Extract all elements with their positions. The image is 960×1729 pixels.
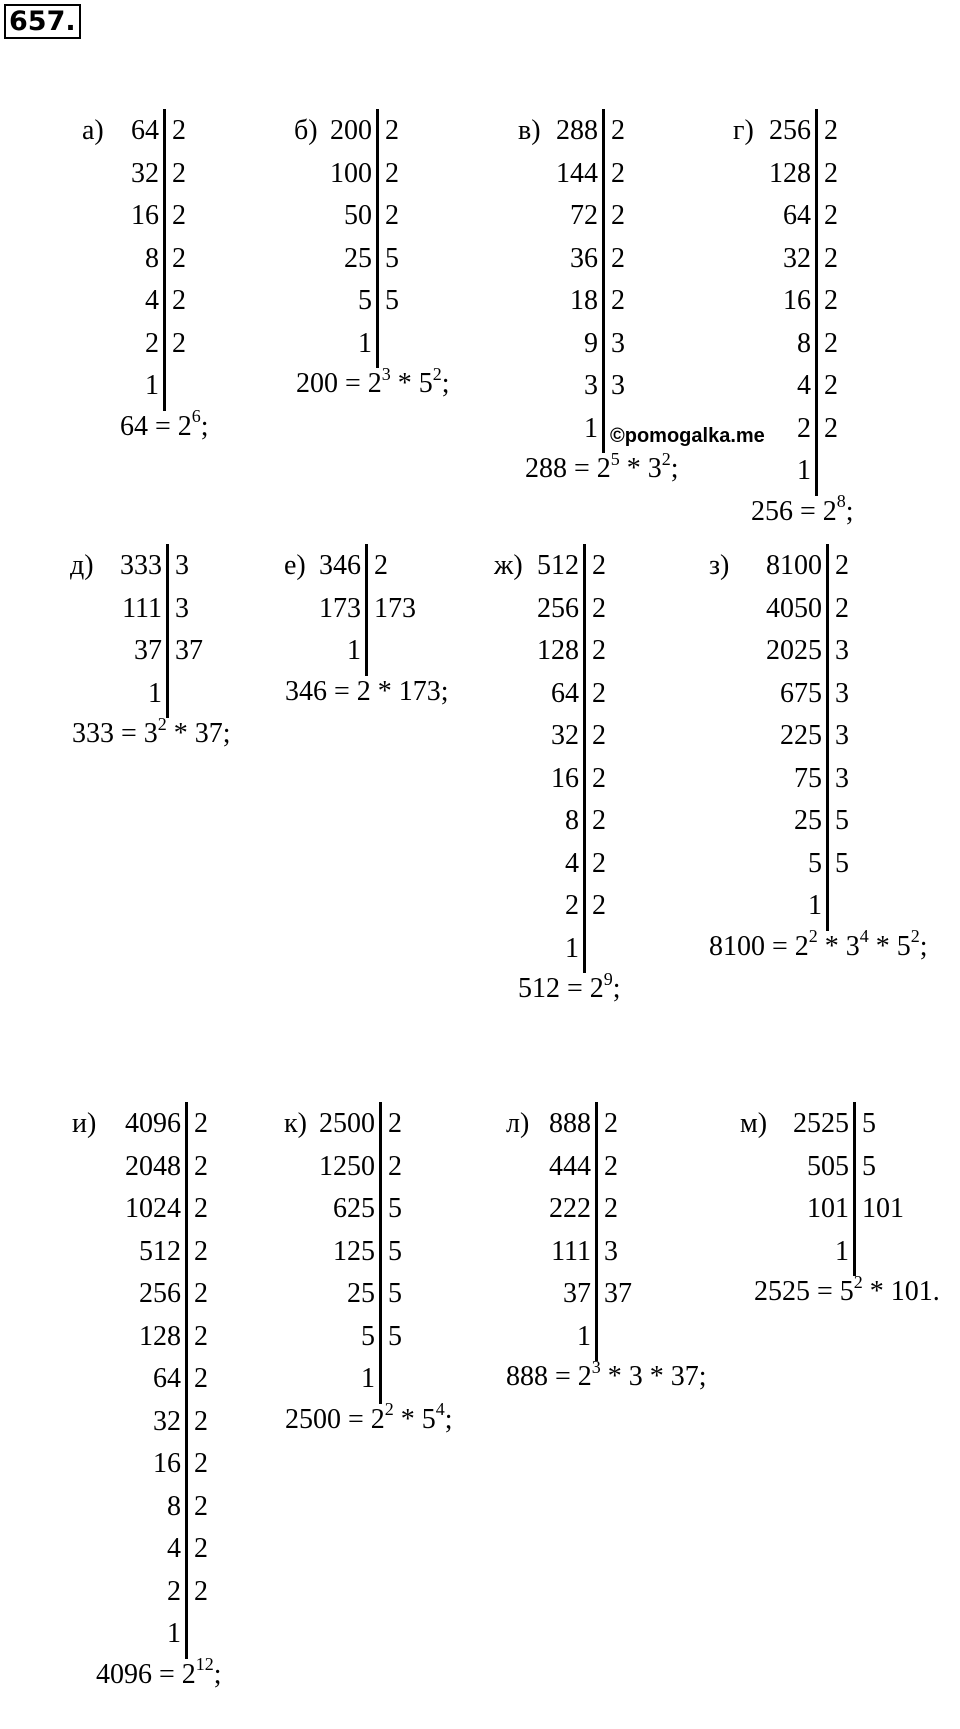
divisor: 2 — [194, 1363, 208, 1394]
result-base: 37 — [194, 718, 223, 749]
divisor: 2 — [194, 1193, 208, 1224]
item-label: к) — [284, 1108, 307, 1139]
division-line — [376, 109, 379, 368]
dividend: 444 — [549, 1150, 591, 1182]
dividend: 2025 — [766, 635, 822, 666]
dividend: 4 — [565, 847, 579, 879]
divisor: 2 — [592, 847, 606, 879]
item-label: з) — [709, 550, 730, 581]
division-line — [365, 544, 368, 676]
divisor: 2 — [194, 1405, 208, 1437]
result-base: 2 — [367, 368, 382, 399]
dividend: 8 — [565, 805, 579, 836]
factorization-result: 346 = 2 * 173; — [285, 675, 449, 707]
dividend: 3 — [584, 370, 598, 401]
divisor: 2 — [824, 115, 838, 146]
dividend: 8100 — [766, 550, 822, 581]
dividend: 1 — [145, 370, 159, 401]
dividend: 512 — [139, 1235, 181, 1267]
dividend: 4 — [145, 285, 159, 316]
dividend: 32 — [551, 720, 579, 751]
result-exponent: 2 — [157, 713, 167, 734]
result-base: 5 — [418, 368, 433, 399]
dividend: 18 — [570, 285, 598, 316]
divisor: 5 — [385, 285, 399, 316]
result-base: 5 — [421, 1403, 436, 1435]
result-exponent: 2 — [808, 926, 818, 947]
divisor: 2 — [172, 157, 186, 189]
division-line — [602, 109, 605, 453]
dividend: 64 — [153, 1363, 181, 1394]
factorization-result: $2500 = 2^2 * 5^4$; — [285, 1399, 453, 1435]
result-number: 2525 — [754, 1276, 810, 1307]
factorization-result: $8100 = 2^2 * 3^4 * 5^2$; — [709, 926, 928, 962]
divisor: 2 — [194, 1278, 208, 1309]
divisor: 2 — [194, 1235, 208, 1267]
dividend: 1 — [347, 635, 361, 666]
division-line — [595, 1102, 598, 1361]
dividend: 5 — [361, 1320, 375, 1352]
dividend: 200 — [330, 115, 372, 146]
divisor: 37 — [604, 1278, 632, 1309]
result-exponent: 2 — [384, 1399, 394, 1420]
divisor: 2 — [388, 1150, 402, 1182]
dividend: 333 — [120, 550, 162, 581]
divisor: 2 — [835, 592, 849, 624]
dividend: 36 — [570, 242, 598, 274]
division-line — [815, 109, 818, 496]
factorization-result: $2525 = 5^2 * 101$. — [754, 1271, 940, 1307]
divisor: 2 — [824, 327, 838, 359]
divisor: 2 — [194, 1320, 208, 1352]
item-label: в) — [518, 115, 541, 146]
divisor: 2 — [194, 1448, 208, 1479]
dividend: 128 — [769, 157, 811, 189]
dividend: 32 — [131, 157, 159, 189]
divisor: 2 — [835, 550, 849, 581]
item-label: и) — [72, 1108, 97, 1139]
dividend: 505 — [807, 1150, 849, 1182]
item-label: г) — [733, 115, 754, 146]
result-number: 333 — [72, 718, 114, 749]
dividend: 111 — [551, 1235, 591, 1267]
dividend: 1 — [577, 1320, 591, 1352]
result-base: 3 — [647, 453, 662, 484]
divisor: 2 — [604, 1108, 618, 1139]
dividend: 16 — [131, 200, 159, 231]
divisor: 3 — [611, 327, 625, 359]
divisor: 2 — [592, 635, 606, 666]
factorization-result: $333 = 3^2 * 37$; — [72, 713, 231, 749]
dividend: 8 — [145, 242, 159, 274]
result-end: ; — [440, 675, 449, 707]
result-exponent: 3 — [381, 363, 391, 384]
divisor: 3 — [175, 592, 189, 624]
result-number: 200 — [296, 368, 338, 399]
result-base: 5 — [839, 1276, 854, 1307]
result-number: 512 — [518, 973, 560, 1004]
dividend: 1 — [361, 1363, 375, 1394]
divisor: 2 — [194, 1490, 208, 1522]
divisor: 5 — [388, 1235, 402, 1267]
dividend: 1 — [808, 890, 822, 921]
result-exponent: 9 — [603, 968, 613, 989]
dividend: 1 — [584, 412, 598, 444]
result-base: 101 — [890, 1276, 933, 1307]
dividend: 75 — [794, 762, 822, 794]
dividend: 512 — [537, 550, 579, 581]
dividend: 173 — [319, 592, 361, 624]
result-exponent: 2 — [853, 1271, 863, 1292]
result-base: 37 — [670, 1361, 699, 1392]
division-line — [185, 1102, 188, 1659]
divisor: 2 — [611, 115, 625, 146]
dividend: 25 — [347, 1278, 375, 1309]
divisor: 3 — [604, 1235, 618, 1267]
dividend: 111 — [122, 592, 162, 624]
result-end: ; — [612, 973, 621, 1004]
divisor: 3 — [175, 550, 189, 581]
factorization-result: $4096 = 2^{12}$; — [96, 1654, 222, 1690]
divisor: 5 — [862, 1150, 876, 1182]
result-base: 2 — [822, 495, 837, 527]
result-number: 8100 — [709, 930, 765, 962]
divisor: 2 — [172, 327, 186, 359]
divisor: 173 — [374, 592, 416, 624]
divisor: 2 — [824, 370, 838, 401]
divisor: 5 — [388, 1278, 402, 1309]
result-number: 256 — [751, 495, 793, 527]
dividend: 128 — [139, 1320, 181, 1352]
dividend: 100 — [330, 157, 372, 189]
divisor: 2 — [194, 1108, 208, 1139]
result-end: ; — [213, 1658, 222, 1690]
result-base: 2 — [794, 930, 809, 962]
dividend: 64 — [783, 200, 811, 231]
dividend: 1 — [565, 932, 579, 964]
divisor: 2 — [611, 242, 625, 274]
dividend: 2048 — [125, 1150, 181, 1182]
divisor: 2 — [172, 200, 186, 231]
result-number: 4096 — [96, 1658, 152, 1690]
divisor: 2 — [604, 1150, 618, 1182]
divisor: 37 — [175, 635, 203, 666]
divisor: 2 — [824, 200, 838, 231]
dividend: 2 — [145, 327, 159, 359]
result-end: ; — [670, 453, 679, 484]
divisor: 2 — [172, 115, 186, 146]
division-line — [379, 1102, 382, 1404]
divisor: 2 — [824, 157, 838, 189]
divisor: 2 — [592, 890, 606, 921]
item-label: б) — [294, 115, 318, 146]
result-exponent: 4 — [859, 926, 869, 947]
item-label: д) — [70, 550, 94, 581]
divisor: 2 — [592, 592, 606, 624]
dividend: 64 — [551, 677, 579, 709]
dividend: 101 — [807, 1193, 849, 1224]
factorization-result: $512 = 2^9$; — [518, 968, 621, 1004]
item-label: ж) — [494, 550, 523, 581]
divisor: 2 — [592, 550, 606, 581]
item-label: м) — [740, 1108, 768, 1139]
dividend: 4050 — [766, 592, 822, 624]
divisor: 2 — [194, 1150, 208, 1182]
dividend: 888 — [549, 1108, 591, 1139]
divisor: 2 — [172, 242, 186, 274]
dividend: 4096 — [125, 1108, 181, 1139]
dividend: 125 — [333, 1235, 375, 1267]
result-exponent: 6 — [191, 406, 201, 427]
dividend: 144 — [556, 157, 598, 189]
dividend: 8 — [797, 327, 811, 359]
dividend: 37 — [134, 635, 162, 666]
dividend: 4 — [167, 1533, 181, 1564]
factorization-result: $256 = 2^8$; — [751, 491, 854, 527]
dividend: 1 — [148, 677, 162, 709]
divisor: 2 — [611, 157, 625, 189]
result-exponent: 3 — [591, 1356, 601, 1377]
result-base: 5 — [896, 930, 911, 962]
result-exponent: 8 — [836, 491, 846, 512]
dividend: 1250 — [319, 1150, 375, 1182]
factorization-result: $888 = 2^3 * 3 * 37$; — [506, 1356, 707, 1392]
dividend: 4 — [797, 370, 811, 401]
dividend: 222 — [549, 1193, 591, 1224]
divisor: 2 — [385, 157, 399, 189]
result-base: 3 — [143, 718, 158, 749]
divisor: 5 — [862, 1108, 876, 1139]
division-line — [166, 544, 169, 718]
dividend: 2500 — [319, 1108, 375, 1139]
result-base: 2 — [596, 453, 611, 484]
dividend: 1024 — [125, 1193, 181, 1224]
result-end: ; — [200, 410, 209, 442]
item-label: а) — [82, 115, 104, 146]
divisor: 3 — [835, 635, 849, 666]
division-line — [163, 109, 166, 411]
result-base: 3 — [845, 930, 860, 962]
factorization-result: $288 = 2^5 * 3^2$; — [525, 448, 679, 484]
divisor: 2 — [385, 200, 399, 231]
result-number: 2500 — [285, 1403, 341, 1435]
result-base: 2 — [370, 1403, 385, 1435]
divisor: 2 — [824, 242, 838, 274]
dividend: 64 — [131, 115, 159, 146]
dividend: 50 — [344, 200, 372, 231]
result-base: 2 — [577, 1361, 592, 1392]
dividend: 1 — [358, 327, 372, 359]
result-exponent: 5 — [610, 448, 620, 469]
divisor: 2 — [611, 285, 625, 316]
dividend: 72 — [570, 200, 598, 231]
dividend: 5 — [808, 847, 822, 879]
divisor: 5 — [835, 805, 849, 836]
divisor: 2 — [592, 762, 606, 794]
divisor: 2 — [824, 412, 838, 444]
divisor: 2 — [611, 200, 625, 231]
division-line — [853, 1102, 856, 1276]
divisor: 2 — [172, 285, 186, 316]
dividend: 16 — [153, 1448, 181, 1479]
divisor: 5 — [388, 1193, 402, 1224]
result-end: ; — [919, 930, 928, 962]
divisor: 5 — [835, 847, 849, 879]
result-exponent: 2 — [661, 448, 671, 469]
dividend: 25 — [344, 242, 372, 274]
divisor: 3 — [835, 720, 849, 751]
divisor: 2 — [388, 1108, 402, 1139]
factorization-result: $64 = 2^6$; — [120, 406, 209, 442]
dividend: 1 — [835, 1235, 849, 1267]
divisor: 3 — [835, 762, 849, 794]
divisor: 2 — [385, 115, 399, 146]
result-exponent: 2 — [432, 363, 442, 384]
dividend: 2525 — [793, 1108, 849, 1139]
dividend: 128 — [537, 635, 579, 666]
division-line — [826, 544, 829, 931]
dividend: 16 — [783, 285, 811, 316]
dividend: 675 — [780, 677, 822, 709]
divisor: 5 — [385, 242, 399, 274]
result-number: 288 — [525, 453, 567, 484]
dividend: 1 — [167, 1618, 181, 1649]
divisor: 2 — [604, 1193, 618, 1224]
dividend: 256 — [769, 115, 811, 146]
dividend: 346 — [319, 550, 361, 581]
divisor: 5 — [388, 1320, 402, 1352]
dividend: 1 — [797, 455, 811, 486]
result-end: . — [932, 1276, 940, 1307]
result-exponent: 12 — [195, 1654, 214, 1675]
result-end: ; — [441, 368, 450, 399]
result-exponent: 2 — [910, 926, 920, 947]
dividend: 16 — [551, 762, 579, 794]
factorization-result: $200 = 2^3 * 5^2$; — [296, 363, 450, 399]
dividend: 5 — [358, 285, 372, 316]
divisor: 2 — [194, 1575, 208, 1607]
dividend: 2 — [797, 412, 811, 444]
dividend: 25 — [794, 805, 822, 836]
divisor: 3 — [835, 677, 849, 709]
dividend: 225 — [780, 720, 822, 751]
dividend: 2 — [167, 1575, 181, 1607]
result-base: 2 — [356, 675, 371, 707]
result-base: 2 — [181, 1658, 196, 1690]
dividend: 625 — [333, 1193, 375, 1224]
divisor: 3 — [611, 370, 625, 401]
result-base: 173 — [398, 675, 441, 707]
dividend: 32 — [153, 1405, 181, 1437]
divisor: 2 — [374, 550, 388, 581]
result-base: 2 — [177, 410, 192, 442]
divisor: 2 — [592, 805, 606, 836]
dividend: 256 — [139, 1278, 181, 1309]
result-end: ; — [222, 718, 231, 749]
watermark: ©pomogalka.me — [610, 425, 765, 447]
division-line — [583, 544, 586, 973]
item-label: л) — [506, 1108, 530, 1139]
divisor: 2 — [824, 285, 838, 316]
result-base: 3 — [628, 1361, 643, 1392]
result-end: ; — [444, 1403, 453, 1435]
dividend: 8 — [167, 1490, 181, 1522]
item-label: е) — [284, 550, 306, 581]
dividend: 9 — [584, 327, 598, 359]
result-end: ; — [698, 1361, 707, 1392]
result-base: 2 — [589, 973, 604, 1004]
result-exponent: 4 — [435, 1399, 445, 1420]
divisor: 2 — [592, 677, 606, 709]
result-end: ; — [845, 495, 854, 527]
result-number: 888 — [506, 1361, 548, 1392]
result-number: 346 — [285, 675, 327, 707]
dividend: 32 — [783, 242, 811, 274]
dividend: 37 — [563, 1278, 591, 1309]
dividend: 256 — [537, 592, 579, 624]
divisor: 2 — [194, 1533, 208, 1564]
divisor: 101 — [862, 1193, 904, 1224]
exercise-number: 657. — [4, 4, 81, 39]
divisor: 2 — [592, 720, 606, 751]
result-number: 64 — [120, 410, 148, 442]
dividend: 288 — [556, 115, 598, 146]
dividend: 2 — [565, 890, 579, 921]
